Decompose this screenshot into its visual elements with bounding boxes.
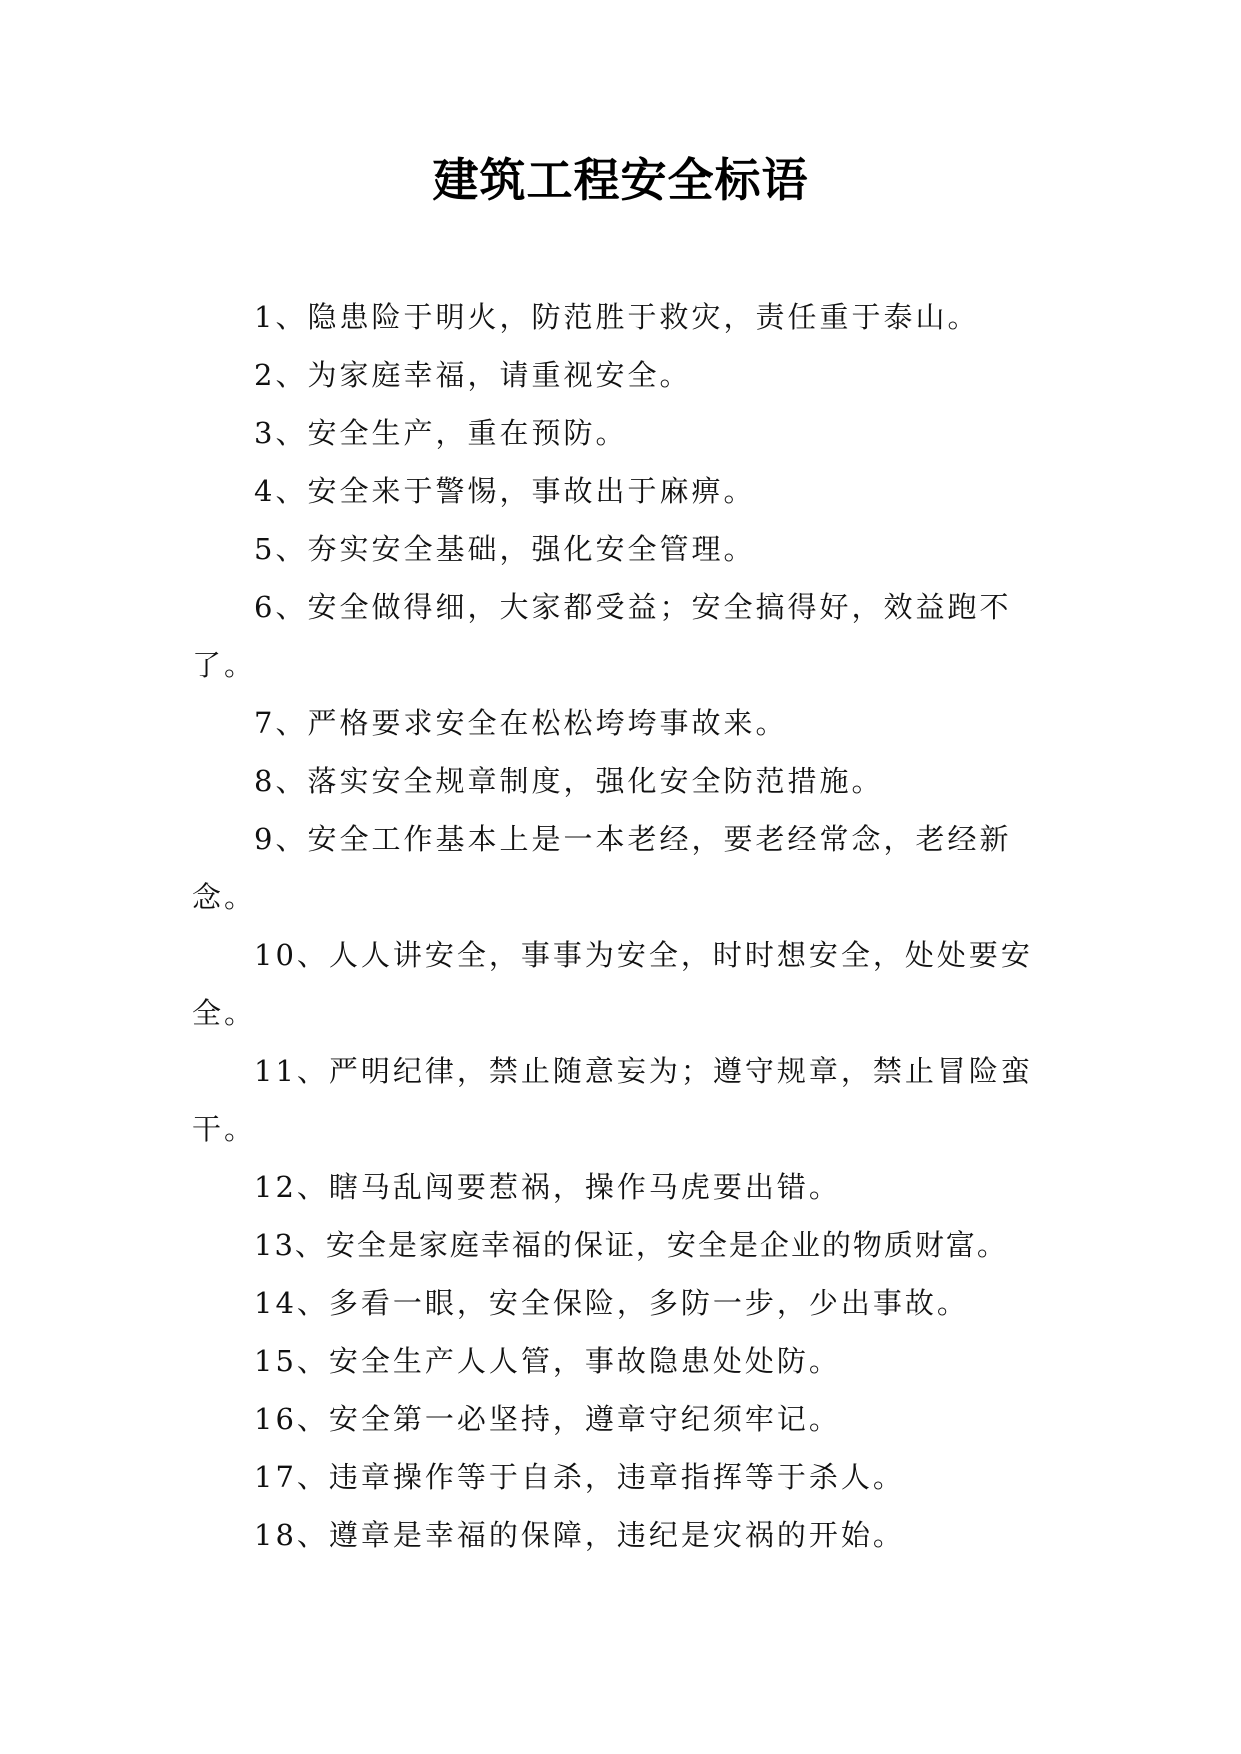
slogan-item-4: 4、安全来于警惕，事故出于麻痹。 [254, 474, 756, 508]
slogan-item-16: 16、安全第一必坚持，遵章守纪须牢记。 [254, 1402, 841, 1436]
slogan-item-13: 13、安全是家庭幸福的保证，安全是企业的物质财富。 [254, 1228, 1008, 1262]
slogan-item-6: 6、安全做得细，大家都受益；安全搞得好，效益跑不了。 [192, 590, 1012, 682]
slogan-item-1: 1、隐患险于明火，防范胜于救灾，责任重于泰山。 [254, 300, 980, 334]
slogan-item-15: 15、安全生产人人管，事故隐患处处防。 [254, 1344, 841, 1378]
document-title: 建筑工程安全标语 [432, 153, 809, 207]
slogan-item-18: 18、遵章是幸福的保障，违纪是灾祸的开始。 [254, 1518, 905, 1552]
slogan-item-7: 7、严格要求安全在松松垮垮事故来。 [254, 706, 788, 740]
slogan-item-8: 8、落实安全规章制度，强化安全防范措施。 [254, 764, 884, 798]
slogan-item-10: 10、人人讲安全，事事为安全，时时想安全，处处要安全。 [192, 938, 1033, 1030]
slogan-item-3: 3、安全生产，重在预防。 [254, 416, 628, 450]
slogan-item-5: 5、夯实安全基础，强化安全管理。 [254, 532, 756, 566]
slogan-item-11: 11、严明纪律，禁止随意妄为；遵守规章，禁止冒险蛮干。 [192, 1054, 1033, 1146]
slogan-item-14: 14、多看一眼，安全保险，多防一步，少出事故。 [254, 1286, 969, 1320]
slogan-item-12: 12、瞎马乱闯要惹祸，操作马虎要出错。 [254, 1170, 841, 1204]
slogan-item-9: 9、安全工作基本上是一本老经，要老经常念，老经新念。 [192, 822, 1012, 914]
slogan-list [192, 288, 1052, 1564]
slogan-item-2: 2、为家庭幸福，请重视安全。 [254, 358, 692, 392]
slogan-item-17: 17、违章操作等于自杀，违章指挥等于杀人。 [254, 1460, 905, 1494]
